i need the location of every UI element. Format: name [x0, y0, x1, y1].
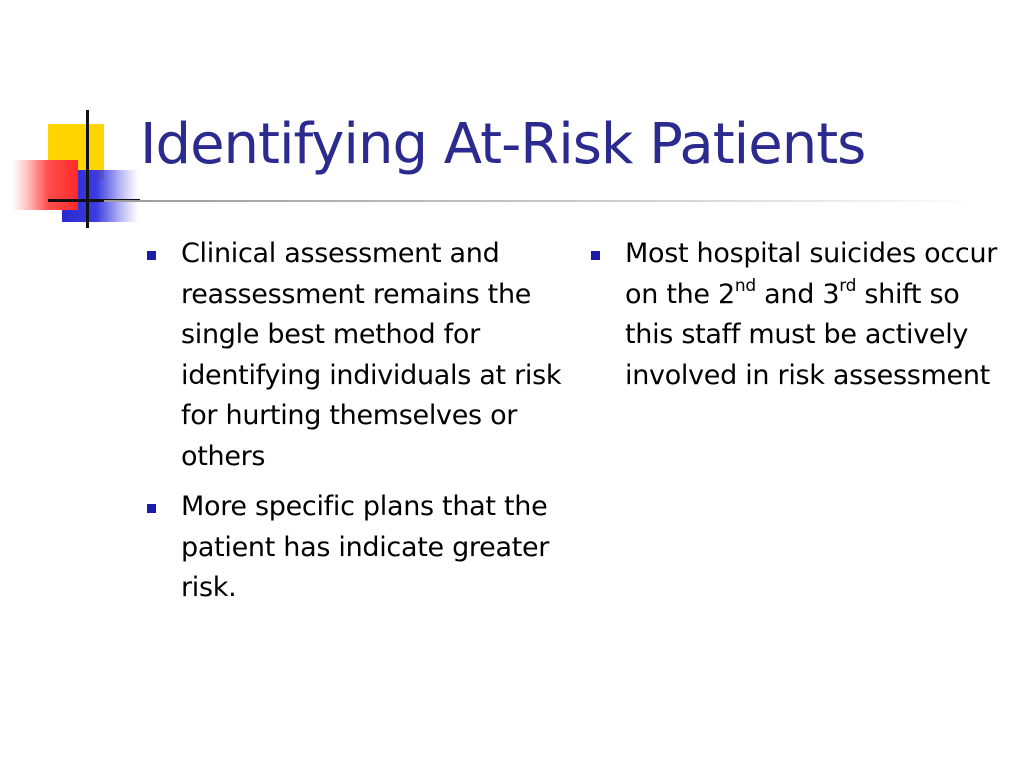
bullet-text-part: shift so this staff must be actively involved in risk assessment — [625, 278, 990, 391]
bullet-text: Clinical assessment and reassessment remains the single best method for identifying individuals at risk for hurting themselves or others — [181, 238, 562, 472]
bullet-text — [625, 234, 1010, 396]
list-item — [146, 487, 566, 609]
logo-vertical-line — [86, 110, 89, 228]
square-bullet-icon — [147, 251, 156, 260]
right-bullet-list — [590, 234, 1010, 396]
square-bullet-icon — [591, 251, 600, 260]
ordinal-superscript: rd — [839, 275, 857, 296]
bullet-text: More specific plans that the patient has indicate greater risk. — [181, 491, 550, 603]
list-item — [590, 234, 1010, 396]
right-content-column — [590, 234, 1010, 406]
decorative-logo-graphic — [0, 0, 140, 240]
left-content-column — [146, 234, 566, 619]
slide-title: Identifying At-Risk Patients — [140, 112, 866, 177]
title-underline — [104, 200, 984, 202]
logo-red-square — [12, 160, 78, 210]
list-item — [146, 234, 566, 477]
ordinal-superscript: nd — [734, 275, 756, 296]
bullet-text-part: and 3 — [755, 278, 840, 310]
left-bullet-list — [146, 234, 566, 609]
bullet-text-part: Most hospital suicides occur on the 2 — [625, 238, 998, 310]
square-bullet-icon — [147, 504, 156, 513]
